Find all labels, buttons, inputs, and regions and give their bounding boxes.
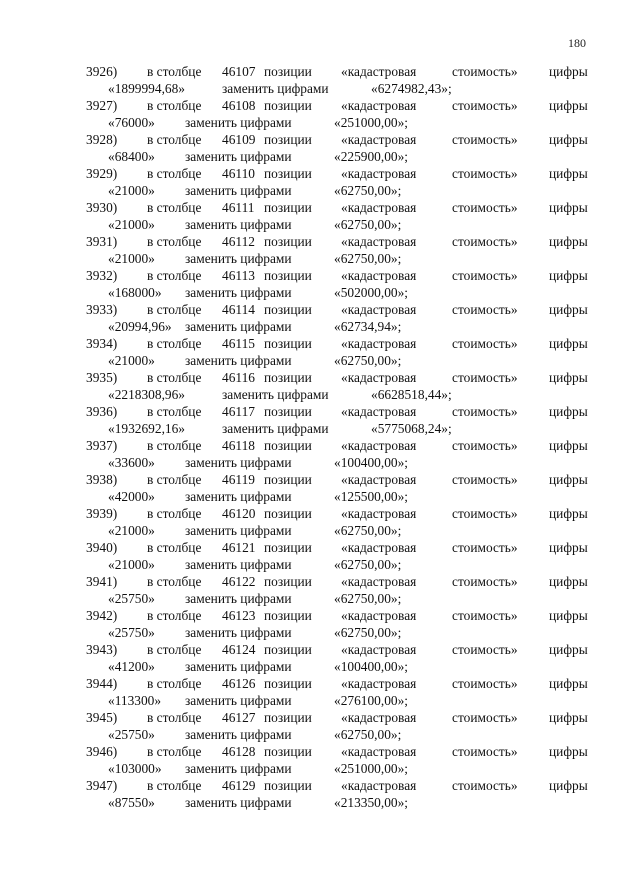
column-word: в столбце xyxy=(147,268,202,283)
column-word: в столбце xyxy=(147,98,202,113)
list-item xyxy=(0,234,640,268)
position-word: позиции xyxy=(264,132,312,147)
cost-word: стоимость» xyxy=(452,166,518,181)
replace-phrase: заменить цифрами xyxy=(222,81,329,96)
list-item xyxy=(0,370,640,404)
cadastral-word: «кадастровая xyxy=(341,302,417,317)
column-id: 46108 xyxy=(222,98,256,113)
cadastral-word: «кадастровая xyxy=(341,64,417,79)
list-item xyxy=(0,200,640,234)
column-id: 46111 xyxy=(222,200,255,215)
list-item xyxy=(0,778,640,812)
cadastral-word: «кадастровая xyxy=(341,200,417,215)
digits-word: цифры xyxy=(549,166,588,181)
old-value: «25750» xyxy=(108,727,155,742)
cost-word: стоимость» xyxy=(452,268,518,283)
column-word: в столбце xyxy=(147,608,202,623)
new-value: «62750,00»; xyxy=(334,523,402,538)
new-value: «62750,00»; xyxy=(334,625,402,640)
cadastral-word: «кадастровая xyxy=(341,574,417,589)
position-word: позиции xyxy=(264,472,312,487)
old-value: «1899994,68» xyxy=(108,81,185,96)
replace-phrase: заменить цифрами xyxy=(185,659,292,674)
new-value: «62750,00»; xyxy=(334,353,402,368)
new-value: «62750,00»; xyxy=(334,183,402,198)
new-value: «62734,94»; xyxy=(334,319,402,334)
replace-phrase: заменить цифрами xyxy=(185,591,292,606)
digits-word: цифры xyxy=(549,744,588,759)
replace-phrase: заменить цифрами xyxy=(185,353,292,368)
column-id: 46120 xyxy=(222,506,256,521)
cadastral-word: «кадастровая xyxy=(341,166,417,181)
old-value: «2218308,96» xyxy=(108,387,185,402)
position-word: позиции xyxy=(264,336,312,351)
cost-word: стоимость» xyxy=(452,540,518,555)
digits-word: цифры xyxy=(549,778,588,793)
new-value: «100400,00»; xyxy=(334,455,409,470)
cost-word: стоимость» xyxy=(452,472,518,487)
new-value: «62750,00»; xyxy=(334,591,402,606)
entry-number: 3940) xyxy=(86,540,118,555)
old-value: «168000» xyxy=(108,285,162,300)
digits-word: цифры xyxy=(549,302,588,317)
column-word: в столбце xyxy=(147,438,202,453)
entry-number: 3927) xyxy=(86,98,118,113)
new-value: «225900,00»; xyxy=(334,149,409,164)
list-item xyxy=(0,64,640,98)
column-id: 46123 xyxy=(222,608,256,623)
position-word: позиции xyxy=(264,166,312,181)
cost-word: стоимость» xyxy=(452,64,518,79)
column-id: 46110 xyxy=(222,166,255,181)
position-word: позиции xyxy=(264,642,312,657)
position-word: позиции xyxy=(264,540,312,555)
old-value: «21000» xyxy=(108,183,155,198)
replace-phrase: заменить цифрами xyxy=(185,183,292,198)
column-word: в столбце xyxy=(147,166,202,181)
entry-number: 3932) xyxy=(86,268,118,283)
new-value: «276100,00»; xyxy=(334,693,409,708)
new-value: «62750,00»; xyxy=(334,251,402,266)
position-word: позиции xyxy=(264,710,312,725)
list-item xyxy=(0,336,640,370)
column-word: в столбце xyxy=(147,574,202,589)
column-word: в столбце xyxy=(147,302,202,317)
digits-word: цифры xyxy=(549,200,588,215)
cost-word: стоимость» xyxy=(452,642,518,657)
column-word: в столбце xyxy=(147,676,202,691)
list-item xyxy=(0,302,640,336)
replace-phrase: заменить цифрами xyxy=(185,251,292,266)
column-word: в столбце xyxy=(147,710,202,725)
cost-word: стоимость» xyxy=(452,200,518,215)
column-id: 46119 xyxy=(222,472,255,487)
column-id: 46113 xyxy=(222,268,255,283)
replace-phrase: заменить цифрами xyxy=(185,149,292,164)
cadastral-word: «кадастровая xyxy=(341,132,417,147)
column-id: 46127 xyxy=(222,710,256,725)
old-value: «87550» xyxy=(108,795,155,810)
replace-phrase: заменить цифрами xyxy=(185,115,292,130)
replace-phrase: заменить цифрами xyxy=(185,285,292,300)
list-item xyxy=(0,574,640,608)
list-item xyxy=(0,98,640,132)
position-word: позиции xyxy=(264,98,312,113)
old-value: «68400» xyxy=(108,149,155,164)
old-value: «21000» xyxy=(108,251,155,266)
cost-word: стоимость» xyxy=(452,336,518,351)
old-value: «25750» xyxy=(108,591,155,606)
list-item xyxy=(0,268,640,302)
column-id: 46129 xyxy=(222,778,256,793)
entry-number: 3928) xyxy=(86,132,118,147)
old-value: «41200» xyxy=(108,659,155,674)
column-word: в столбце xyxy=(147,744,202,759)
cadastral-word: «кадастровая xyxy=(341,98,417,113)
column-id: 46128 xyxy=(222,744,256,759)
cadastral-word: «кадастровая xyxy=(341,472,417,487)
cadastral-word: «кадастровая xyxy=(341,268,417,283)
old-value: «76000» xyxy=(108,115,155,130)
cost-word: стоимость» xyxy=(452,574,518,589)
column-id: 46114 xyxy=(222,302,255,317)
cadastral-word: «кадастровая xyxy=(341,234,417,249)
digits-word: цифры xyxy=(549,506,588,521)
cadastral-word: «кадастровая xyxy=(341,404,417,419)
old-value: «21000» xyxy=(108,353,155,368)
cadastral-word: «кадастровая xyxy=(341,778,417,793)
entry-number: 3944) xyxy=(86,676,118,691)
position-word: позиции xyxy=(264,200,312,215)
position-word: позиции xyxy=(264,574,312,589)
column-word: в столбце xyxy=(147,404,202,419)
column-word: в столбце xyxy=(147,370,202,385)
cadastral-word: «кадастровая xyxy=(341,336,417,351)
column-id: 46117 xyxy=(222,404,255,419)
new-value: «6274982,43»; xyxy=(371,81,452,96)
entry-number: 3936) xyxy=(86,404,118,419)
replace-phrase: заменить цифрами xyxy=(185,727,292,742)
entry-number: 3930) xyxy=(86,200,118,215)
column-id: 46121 xyxy=(222,540,256,555)
replace-phrase: заменить цифрами xyxy=(185,625,292,640)
entry-number: 3935) xyxy=(86,370,118,385)
replace-phrase: заменить цифрами xyxy=(185,217,292,232)
digits-word: цифры xyxy=(549,336,588,351)
replace-phrase: заменить цифрами xyxy=(185,761,292,776)
digits-word: цифры xyxy=(549,64,588,79)
list-item xyxy=(0,676,640,710)
replace-phrase: заменить цифрами xyxy=(185,523,292,538)
new-value: «100400,00»; xyxy=(334,659,409,674)
old-value: «21000» xyxy=(108,217,155,232)
position-word: позиции xyxy=(264,676,312,691)
old-value: «1932692,16» xyxy=(108,421,185,436)
replace-phrase: заменить цифрами xyxy=(185,455,292,470)
entry-number: 3943) xyxy=(86,642,118,657)
cost-word: стоимость» xyxy=(452,608,518,623)
digits-word: цифры xyxy=(549,642,588,657)
position-word: позиции xyxy=(264,302,312,317)
replace-phrase: заменить цифрами xyxy=(222,387,329,402)
old-value: «25750» xyxy=(108,625,155,640)
cadastral-word: «кадастровая xyxy=(341,608,417,623)
digits-word: цифры xyxy=(549,438,588,453)
entry-number: 3937) xyxy=(86,438,118,453)
new-value: «62750,00»; xyxy=(334,557,402,572)
column-word: в столбце xyxy=(147,778,202,793)
new-value: «5775068,24»; xyxy=(371,421,452,436)
cost-word: стоимость» xyxy=(452,404,518,419)
cost-word: стоимость» xyxy=(452,778,518,793)
column-id: 46118 xyxy=(222,438,255,453)
new-value: «62750,00»; xyxy=(334,727,402,742)
page-number: 180 xyxy=(568,36,586,50)
column-id: 46126 xyxy=(222,676,256,691)
new-value: «251000,00»; xyxy=(334,115,409,130)
position-word: позиции xyxy=(264,608,312,623)
entry-number: 3946) xyxy=(86,744,118,759)
cost-word: стоимость» xyxy=(452,744,518,759)
entry-number: 3933) xyxy=(86,302,118,317)
new-value: «502000,00»; xyxy=(334,285,409,300)
cost-word: стоимость» xyxy=(452,132,518,147)
column-word: в столбце xyxy=(147,234,202,249)
cadastral-word: «кадастровая xyxy=(341,744,417,759)
digits-word: цифры xyxy=(549,574,588,589)
list-item xyxy=(0,642,640,676)
list-item xyxy=(0,506,640,540)
digits-word: цифры xyxy=(549,608,588,623)
entry-number: 3929) xyxy=(86,166,118,181)
cost-word: стоимость» xyxy=(452,676,518,691)
new-value: «251000,00»; xyxy=(334,761,409,776)
list-item xyxy=(0,540,640,574)
position-word: позиции xyxy=(264,506,312,521)
cadastral-word: «кадастровая xyxy=(341,438,417,453)
column-word: в столбце xyxy=(147,472,202,487)
column-id: 46115 xyxy=(222,336,255,351)
list-item xyxy=(0,472,640,506)
entry-number: 3941) xyxy=(86,574,118,589)
column-word: в столбце xyxy=(147,642,202,657)
digits-word: цифры xyxy=(549,404,588,419)
column-word: в столбце xyxy=(147,132,202,147)
new-value: «125500,00»; xyxy=(334,489,409,504)
digits-word: цифры xyxy=(549,234,588,249)
digits-word: цифры xyxy=(549,268,588,283)
column-id: 46107 xyxy=(222,64,256,79)
position-word: позиции xyxy=(264,268,312,283)
position-word: позиции xyxy=(264,438,312,453)
entry-number: 3942) xyxy=(86,608,118,623)
cost-word: стоимость» xyxy=(452,98,518,113)
cost-word: стоимость» xyxy=(452,234,518,249)
column-word: в столбце xyxy=(147,336,202,351)
position-word: позиции xyxy=(264,404,312,419)
digits-word: цифры xyxy=(549,540,588,555)
old-value: «33600» xyxy=(108,455,155,470)
column-id: 46124 xyxy=(222,642,256,657)
digits-word: цифры xyxy=(549,132,588,147)
replace-phrase: заменить цифрами xyxy=(185,489,292,504)
old-value: «20994,96» xyxy=(108,319,172,334)
position-word: позиции xyxy=(264,64,312,79)
cadastral-word: «кадастровая xyxy=(341,642,417,657)
list-item xyxy=(0,132,640,166)
list-item xyxy=(0,166,640,200)
digits-word: цифры xyxy=(549,98,588,113)
cost-word: стоимость» xyxy=(452,506,518,521)
old-value: «21000» xyxy=(108,523,155,538)
entry-number: 3934) xyxy=(86,336,118,351)
column-id: 46112 xyxy=(222,234,255,249)
digits-word: цифры xyxy=(549,710,588,725)
replace-phrase: заменить цифрами xyxy=(222,421,329,436)
old-value: «103000» xyxy=(108,761,162,776)
column-word: в столбце xyxy=(147,64,202,79)
cost-word: стоимость» xyxy=(452,438,518,453)
cadastral-word: «кадастровая xyxy=(341,540,417,555)
position-word: позиции xyxy=(264,744,312,759)
new-value: «213350,00»; xyxy=(334,795,409,810)
column-word: в столбце xyxy=(147,540,202,555)
list-item xyxy=(0,438,640,472)
cost-word: стоимость» xyxy=(452,710,518,725)
cadastral-word: «кадастровая xyxy=(341,710,417,725)
old-value: «113300» xyxy=(108,693,162,708)
list-item xyxy=(0,710,640,744)
entries-list xyxy=(0,64,640,812)
cadastral-word: «кадастровая xyxy=(341,506,417,521)
column-id: 46122 xyxy=(222,574,256,589)
entry-number: 3947) xyxy=(86,778,118,793)
list-item xyxy=(0,744,640,778)
cadastral-word: «кадастровая xyxy=(341,370,417,385)
digits-word: цифры xyxy=(549,676,588,691)
replace-phrase: заменить цифрами xyxy=(185,319,292,334)
list-item xyxy=(0,608,640,642)
old-value: «42000» xyxy=(108,489,155,504)
replace-phrase: заменить цифрами xyxy=(185,693,292,708)
column-id: 46116 xyxy=(222,370,255,385)
new-value: «6628518,44»; xyxy=(371,387,452,402)
entry-number: 3931) xyxy=(86,234,118,249)
replace-phrase: заменить цифрами xyxy=(185,557,292,572)
position-word: позиции xyxy=(264,778,312,793)
old-value: «21000» xyxy=(108,557,155,572)
entry-number: 3926) xyxy=(86,64,118,79)
digits-word: цифры xyxy=(549,370,588,385)
cadastral-word: «кадастровая xyxy=(341,676,417,691)
new-value: «62750,00»; xyxy=(334,217,402,232)
position-word: позиции xyxy=(264,370,312,385)
entry-number: 3938) xyxy=(86,472,118,487)
list-item xyxy=(0,404,640,438)
cost-word: стоимость» xyxy=(452,302,518,317)
column-id: 46109 xyxy=(222,132,256,147)
digits-word: цифры xyxy=(549,472,588,487)
replace-phrase: заменить цифрами xyxy=(185,795,292,810)
entry-number: 3945) xyxy=(86,710,118,725)
column-word: в столбце xyxy=(147,200,202,215)
position-word: позиции xyxy=(264,234,312,249)
entry-number: 3939) xyxy=(86,506,118,521)
column-word: в столбце xyxy=(147,506,202,521)
cost-word: стоимость» xyxy=(452,370,518,385)
